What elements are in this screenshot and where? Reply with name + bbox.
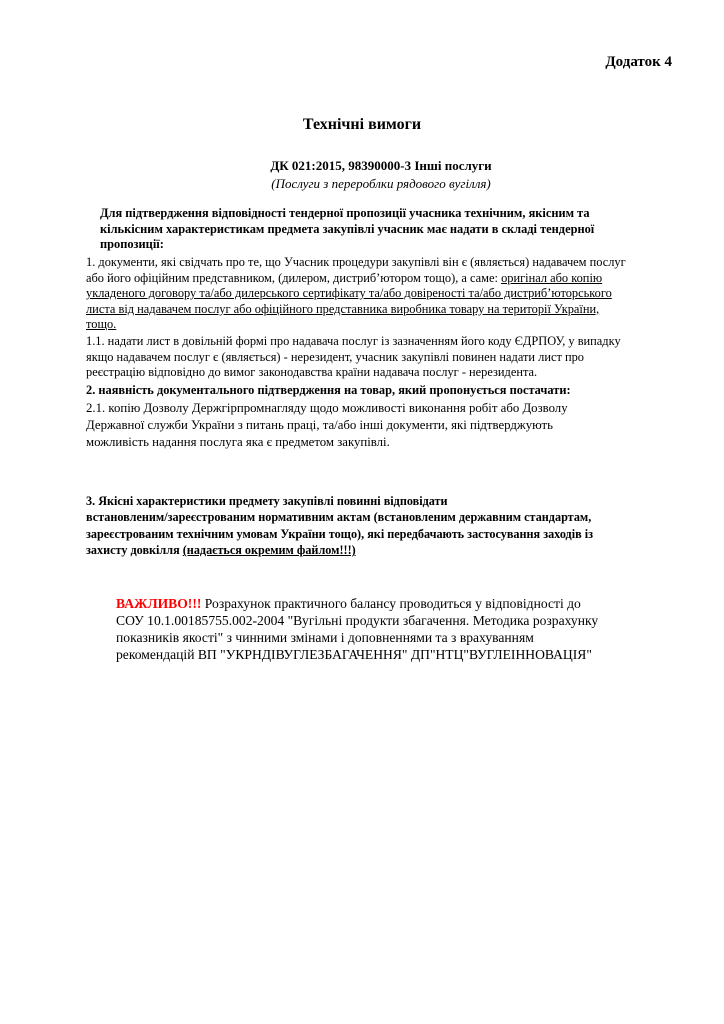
section-2-1-line: Державної служби України з питань праці, та/або інші документи, які підтверджують bbox=[86, 418, 553, 432]
section-2-1-line: 2.1. копію Дозволу Держгірпромнагляду щодо можливості виконання робіт або Дозволу bbox=[86, 401, 568, 415]
service-subtitle: (Послуги з перероблки рядового вугілля) bbox=[271, 176, 491, 191]
important-line: рекомендацій ВП "УКРНДІВУГЛЕЗБАГАЧЕННЯ" ДП"НТЦ"ВУГЛЕІННОВАЦІЯ" bbox=[116, 647, 592, 662]
section-3-line: зареєстрованим технічним умовам України тощо), які передбачають застосування заходів із bbox=[86, 526, 594, 541]
section-3-text: захисту довкілля bbox=[86, 543, 183, 558]
section-1-1-line: якщо надавачем послуг є (являється) - нерезидент, учасник закупівлі повинен надати лист про bbox=[86, 349, 584, 364]
classifier-code: ДК 021:2015, 98390000-3 Інші послуги bbox=[270, 158, 492, 173]
section-2-1-line: можливість надання послуга яка є предметом закупівлі. bbox=[86, 435, 390, 449]
important-line bbox=[116, 595, 686, 612]
section-1-underlined-line: укладеного договору та/або дилерського сертифікату та/або довіреності та/або дистриб’юторського bbox=[86, 286, 612, 301]
section-3-line bbox=[86, 542, 676, 558]
section-1-underlined-line: листа від надавачем послуг або офіційного представника виробника товару на території України, bbox=[86, 301, 600, 316]
appendix-label: Додаток 4 bbox=[605, 54, 672, 70]
intro-line: кількісним характеристикам предмета закупівлі учасник має надати в складі тендерної bbox=[100, 221, 595, 236]
important-text: Розрахунок практичного балансу проводиться у відповідності до bbox=[201, 596, 581, 611]
important-line: СОУ 10.1.00185755.002-2004 "Вугільні продукти збагачення. Методика розрахунку bbox=[116, 613, 599, 628]
section-1-text: або його офіційним представником, (дилером, дистриб’ютором тощо), а саме: bbox=[86, 270, 502, 285]
separate-file-note: (надається окремим файлом!!!) bbox=[182, 543, 356, 558]
section-1-1-line: реєстрацію відповідно до вимог законодавства країни надавача послуг - нерезидента. bbox=[86, 365, 538, 380]
section-2-heading: 2. наявність документального підтвердження на товар, який пропонується постачати: bbox=[86, 383, 571, 397]
page-title: Технічні вимоги bbox=[302, 116, 422, 133]
important-line: показників якості" з чинними змінами і доповненнями та з врахуванням bbox=[116, 630, 534, 645]
section-3-line: встановленим/зареєстрованим нормативним актам (встановленим державним стандартам, bbox=[86, 510, 592, 525]
section-3 bbox=[86, 493, 676, 559]
intro-line: Для підтвердження відповідності тендерної пропозиції учасника технічним, якісним та bbox=[100, 206, 590, 220]
important-note bbox=[116, 595, 686, 663]
section-1-line bbox=[86, 271, 676, 287]
section-1 bbox=[86, 255, 676, 333]
important-label: ВАЖЛИВО!!! bbox=[116, 596, 202, 611]
section-1-line: 1. документи, які свідчать про те, що Учасник процедури закупівлі він є (являється) надавачем послуг bbox=[86, 255, 626, 269]
section-1-underlined-line: тощо. bbox=[86, 317, 117, 332]
section-1-1 bbox=[86, 334, 676, 381]
section-2-1 bbox=[86, 400, 676, 451]
intro-line: пропозиції: bbox=[100, 237, 164, 252]
intro-paragraph bbox=[86, 206, 676, 253]
section-1-1-line: 1.1. надати лист в довільній формі про надавача послуг із зазначенням його коду ЄДРПОУ, у випадку bbox=[86, 334, 621, 348]
section-3-line: 3. Якісні характеристики предмету закупівлі повинні відповідати bbox=[86, 494, 448, 508]
section-1-underlined-text: оригінал або копію bbox=[501, 270, 603, 285]
